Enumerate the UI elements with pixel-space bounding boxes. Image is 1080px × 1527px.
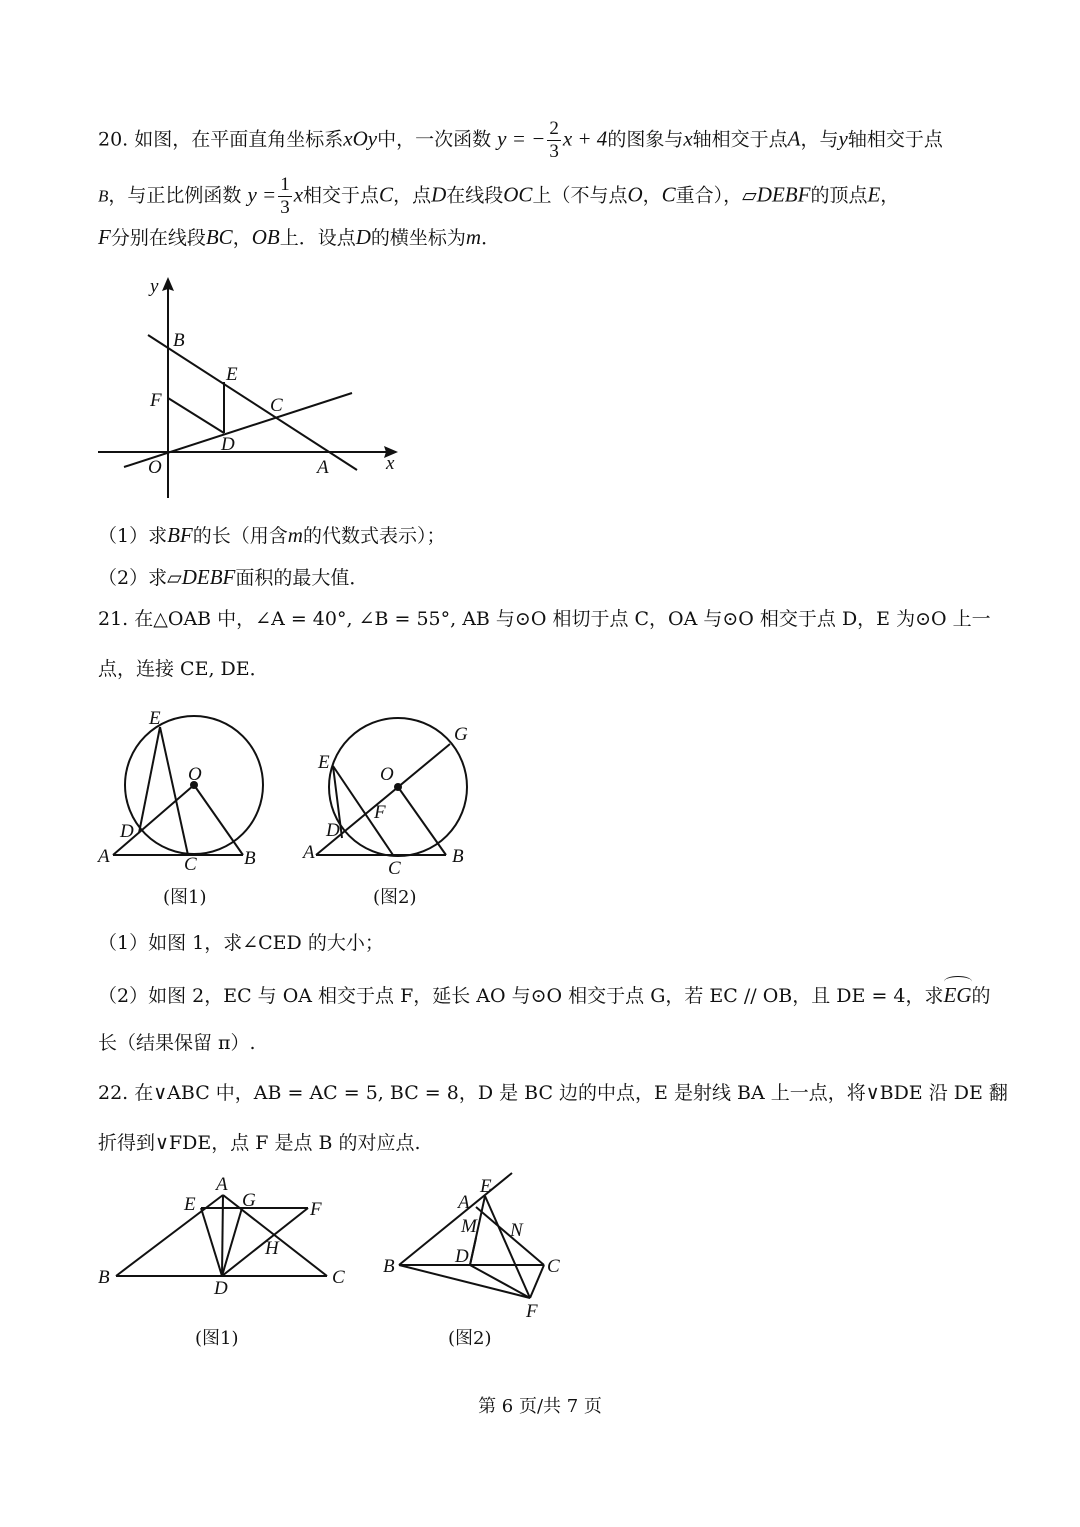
label-c: C <box>388 858 401 879</box>
label-d: D <box>214 1278 228 1299</box>
q21-sub2-line2: 长（结果保留 π）. <box>98 1032 256 1054</box>
label-a: A <box>98 846 110 867</box>
segment-cf <box>530 1265 544 1298</box>
label-e: E <box>184 1194 196 1215</box>
q22-line2: 折得到∨FDE，点 F 是点 B 的对应点. <box>98 1132 421 1154</box>
label-a: A <box>317 457 329 478</box>
label-b: B <box>173 330 185 351</box>
q22-line1: 22. 在∨ABC 中，AB = AC = 5, BC = 8，D 是 BC 边的中点，E 是射线 BA 上一点，将∨BDE 沿 DE 翻 <box>98 1082 1008 1104</box>
label-h: H <box>265 1238 279 1259</box>
q20-line2: B，与正比例函数 y = $\frac{1}{3}$ x相交于点C，点D在线段OC上（不与点O，C重合），▱DEBF的顶点E， <box>98 174 900 218</box>
q20-sub2: （2）求▱DEBF面积的最大值． <box>98 565 369 589</box>
label-d: D <box>120 821 134 842</box>
label-c: C <box>270 395 283 416</box>
label-b: B <box>383 1256 395 1277</box>
caption-fig2: (图2) <box>373 887 417 908</box>
label-e: E <box>480 1176 492 1197</box>
caption-fig2: (图2) <box>448 1328 492 1349</box>
label-c: C <box>547 1256 560 1277</box>
fraction-2-3: $\frac{2}{3}$ <box>549 118 559 162</box>
label-b: B <box>452 846 464 867</box>
fraction-1-3: $\frac{1}{3}$ <box>280 174 290 218</box>
label-a: A <box>303 842 315 863</box>
label-d: D <box>221 434 235 455</box>
label-e: E <box>318 752 330 773</box>
label-y: y <box>150 276 159 297</box>
segment-df <box>470 1265 530 1298</box>
segment-bf <box>399 1265 530 1298</box>
arc-eg: EG <box>943 983 972 1007</box>
label-e: E <box>226 364 238 385</box>
caption-fig1: (图1) <box>163 887 207 908</box>
label-e: E <box>149 708 161 729</box>
label-b: B <box>244 848 256 869</box>
caption-fig1: (图1) <box>195 1328 239 1349</box>
label-a: A <box>216 1174 228 1195</box>
label-f: F <box>310 1199 322 1220</box>
label-m: M <box>461 1216 477 1237</box>
label-g: G <box>454 724 468 745</box>
label-f: F <box>150 390 162 411</box>
q21-sub1: （1）如图 1，求∠CED 的大小； <box>98 932 384 954</box>
label-o: O <box>148 457 162 478</box>
label-c: C <box>332 1267 345 1288</box>
label-x: x <box>386 453 395 474</box>
label-d: D <box>326 820 340 841</box>
q21-line2: 点，连接 CE, DE． <box>98 658 269 680</box>
q20-line1: 20. 如图，在平面直角坐标系xOy中，一次函数 y = − $\frac{2}{3}$ x + 4的图象与x轴相交于点A，与y轴相交于点 <box>98 118 943 162</box>
q21-line1: 21. 在△OAB 中，∠A = 40°, ∠B = 55°, AB 与⊙O 相切于点 C，OA 与⊙O 相交于点 D，E 为⊙O 上一 <box>98 608 991 630</box>
q20-line3: F分别在线段BC，OB上．设点D的横坐标为m． <box>98 225 501 249</box>
label-f: F <box>374 802 386 823</box>
label-o: O <box>380 764 394 785</box>
label-a: A <box>458 1192 470 1213</box>
label-o: O <box>188 764 202 785</box>
label-b: B <box>98 1267 110 1288</box>
segment-md <box>470 1238 476 1265</box>
q21-sub2-line1: （2）如图 2，EC 与 OA 相交于点 F，延长 AO 与⊙O 相交于点 G，若 EC // OB，且 DE = 4，求EG的 <box>98 983 991 1007</box>
label-n: N <box>510 1220 523 1241</box>
label-d: D <box>455 1246 469 1267</box>
label-g: G <box>242 1190 256 1211</box>
label-c: C <box>184 854 197 875</box>
page-footer: 第 6 页/共 7 页 <box>478 1396 602 1417</box>
q20-sub1: （1）求BF的长（用含m的代数式表示）； <box>98 523 446 547</box>
label-f: F <box>526 1301 538 1322</box>
